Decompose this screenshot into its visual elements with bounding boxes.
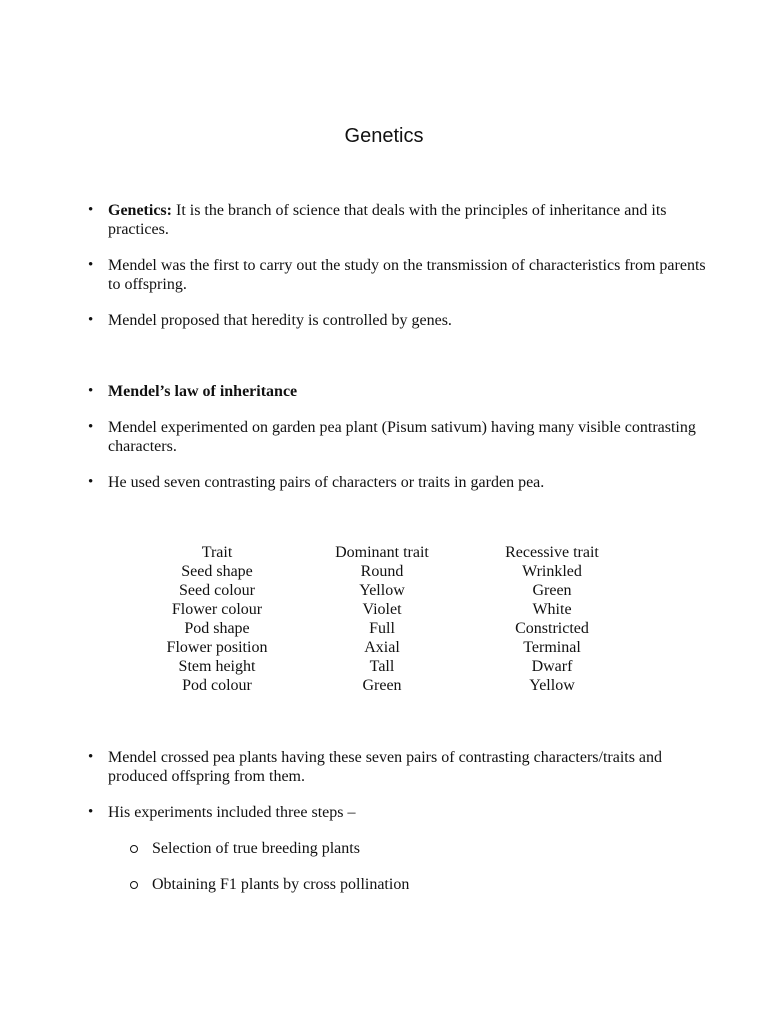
sub-bullet-text: Obtaining F1 plants by cross pollination (152, 876, 410, 893)
cell-dominant: Round (360, 563, 404, 580)
header-trait: Trait (201, 544, 233, 561)
cell-dominant: Yellow (359, 582, 405, 599)
cell-dominant: Full (369, 620, 395, 637)
cell-recessive: Terminal (523, 639, 581, 656)
table-row (132, 562, 642, 581)
sub-bullet-text: Selection of true breeding plants (152, 840, 360, 857)
cell-trait: Pod colour (182, 677, 252, 694)
bullet-text: His experiments included three steps – (108, 804, 356, 821)
cell-trait: Flower position (166, 639, 268, 656)
table-row (132, 581, 642, 600)
definition-text: It is the branch of science that deals with the principles of inheritance and its practices. (108, 202, 667, 238)
cell-trait: Pod shape (184, 620, 250, 637)
cell-recessive: Constricted (515, 620, 589, 637)
cell-recessive: Green (532, 582, 572, 599)
bullet-dot: • (88, 804, 94, 820)
cell-recessive: Yellow (529, 677, 575, 694)
header-dominant: Dominant trait (335, 544, 429, 561)
table-row (132, 600, 642, 619)
cell-dominant: Violet (362, 601, 402, 618)
bullet-text: Mendel crossed pea plants having these seven pairs of contrasting characters/traits and produced offspring from them. (108, 749, 663, 785)
bullet-text: Mendel was the first to carry out the study on the transmission of characteristics from parents to offspring. (108, 257, 706, 293)
cell-trait: Seed colour (179, 582, 255, 599)
bullet-dot: • (88, 312, 94, 328)
bullet-text: He used seven contrasting pairs of characters or traits in garden pea. (108, 474, 545, 491)
table-row (132, 638, 642, 657)
bullet-text: Mendel proposed that heredity is controlled by genes. (108, 312, 452, 329)
cell-dominant: Tall (369, 658, 395, 675)
section-heading: Mendel’s law of inheritance (108, 383, 298, 400)
table-row (132, 619, 642, 638)
cell-trait: Flower colour (171, 601, 263, 618)
table-row (132, 676, 642, 695)
bullet-dot: • (88, 202, 94, 218)
page-title: Genetics (344, 125, 424, 147)
hollow-bullet-icon (130, 881, 138, 889)
bullet-dot: • (88, 419, 94, 435)
bullet-dot: • (88, 383, 94, 399)
bullet-dot: • (88, 749, 94, 765)
cell-recessive: White (532, 601, 572, 618)
bullet-text: Mendel experimented on garden pea plant (Pisum sativum) having many visible contrasting characters. (108, 419, 696, 455)
cell-dominant: Axial (364, 639, 400, 656)
bullet-dot: • (88, 474, 94, 490)
hollow-bullet-icon (130, 845, 138, 853)
cell-dominant: Green (362, 677, 402, 694)
cell-trait: Stem height (178, 658, 256, 675)
table-row (132, 657, 642, 676)
header-recessive: Recessive trait (505, 544, 599, 561)
cell-recessive: Dwarf (531, 658, 573, 675)
table-header-row (132, 543, 642, 562)
term-genetics: Genetics: (108, 202, 172, 219)
traits-table (132, 543, 642, 695)
bullet-dot: • (88, 257, 94, 273)
cell-recessive: Wrinkled (522, 563, 582, 580)
cell-trait: Seed shape (181, 563, 253, 580)
